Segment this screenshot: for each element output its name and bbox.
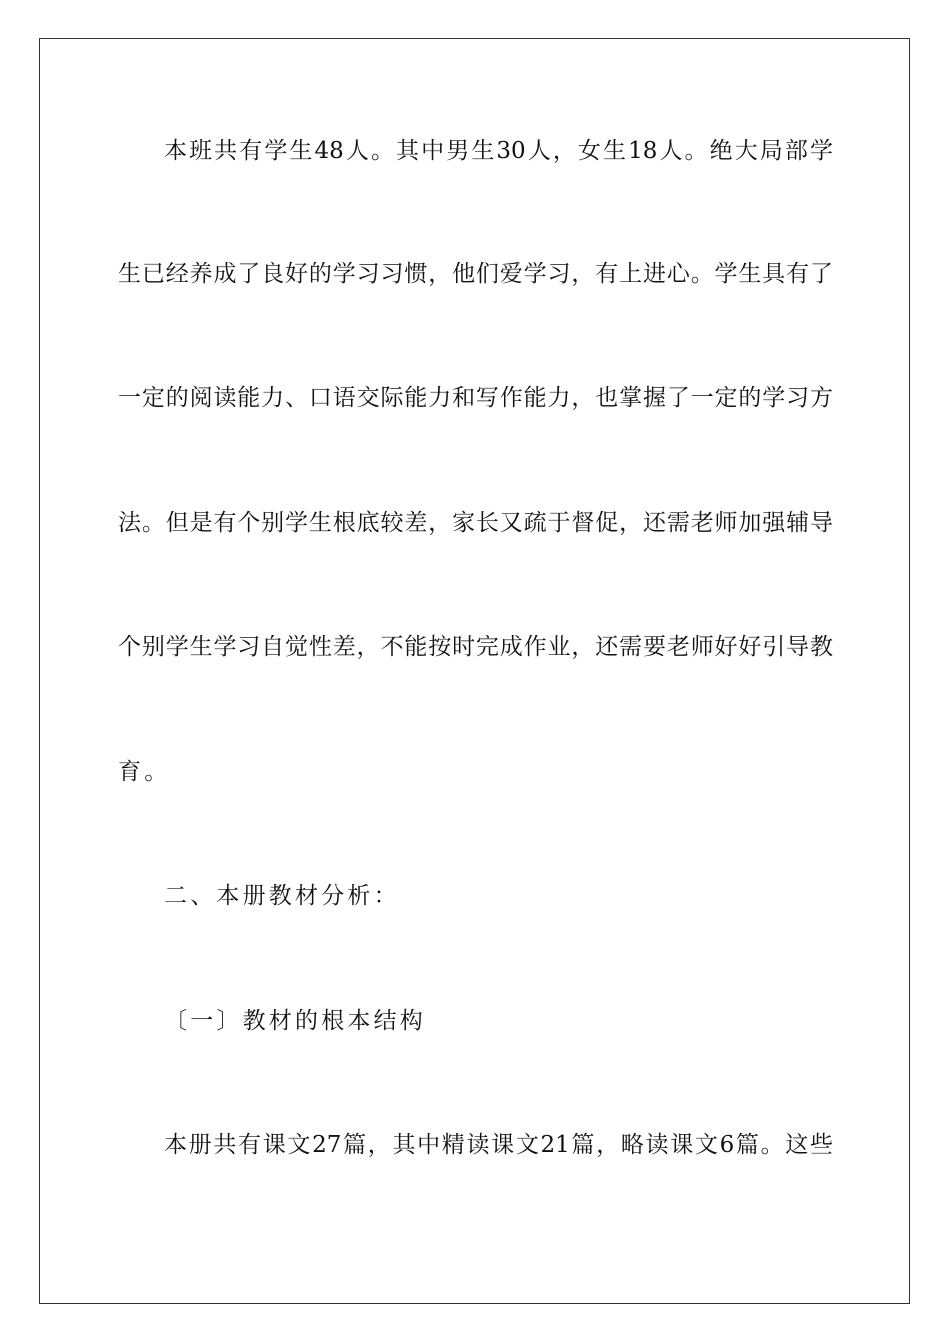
paragraph-line-1: 本班共有学生48人。其中男生30人，女生18人。绝大局部学 [164,138,833,164]
paragraph-line-4: 法。但是有个别学生根底较差，家长又疏于督促，还需老师加强辅导 [118,510,833,536]
page-border [39,38,910,1304]
paragraph-line-5: 个别学生学习自觉性差，不能按时完成作业，还需要老师好好引导教 [118,634,833,660]
paragraph-line-3: 一定的阅读能力、口语交际能力和写作能力，也掌握了一定的学习方 [118,385,833,411]
subsection-heading: 〔一〕教材的根本结构 [164,1008,426,1034]
paragraph-line-7: 本册共有课文27篇，其中精读课文21篇，略读课文6篇。这些 [164,1132,833,1158]
paragraph-line-2: 生已经养成了良好的学习习惯，他们爱学习，有上进心。学生具有了 [118,261,833,287]
section-heading: 二、本册教材分析： [164,883,400,909]
paragraph-line-6: 育。 [118,759,171,785]
